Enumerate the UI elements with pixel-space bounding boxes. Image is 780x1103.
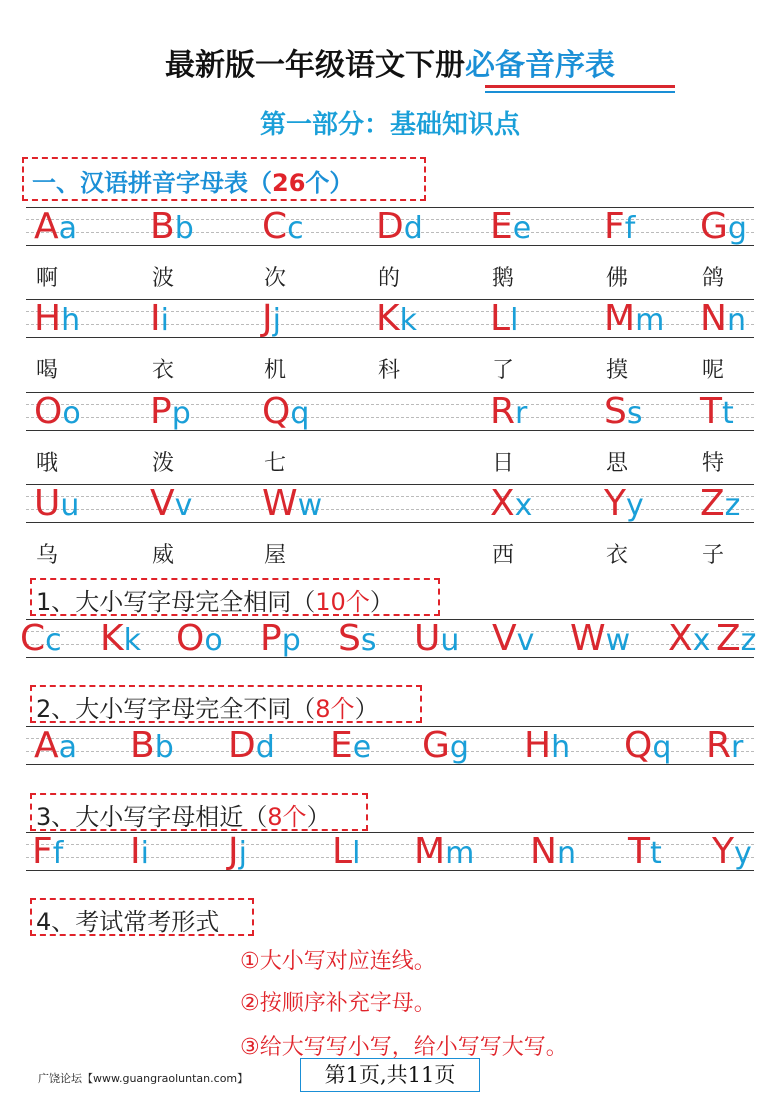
alphabet-letter — [490, 483, 533, 524]
lowercase-letter: h — [61, 303, 81, 338]
lowercase-letter: y — [626, 488, 644, 523]
uppercase-letter: H — [34, 298, 62, 339]
sound-character: 子 — [702, 543, 725, 568]
alphabet-letter — [490, 206, 532, 247]
uppercase-letter: V — [150, 483, 175, 524]
lowercase-letter: w — [297, 488, 323, 523]
group3-letter — [228, 831, 247, 872]
uppercase-letter: C — [20, 618, 46, 659]
group2-letter — [422, 725, 469, 766]
lowercase-letter: d — [255, 730, 275, 765]
lowercase-letter: f — [624, 211, 636, 246]
lowercase-letter: c — [45, 623, 62, 658]
alphabet-letter — [34, 206, 78, 247]
grid-line — [26, 509, 754, 510]
sound-character: 特 — [702, 451, 725, 476]
alphabet-letter — [604, 298, 665, 339]
uppercase-letter: U — [414, 618, 441, 659]
sound-character: 鹅 — [492, 266, 515, 291]
group1-letter — [338, 618, 377, 659]
sound-character: 乌 — [36, 543, 59, 568]
group3-letter — [414, 831, 475, 872]
group2-letter — [330, 725, 372, 766]
lowercase-letter: y — [734, 836, 752, 871]
lowercase-letter: g — [449, 730, 469, 765]
group1-letter — [176, 618, 223, 659]
lowercase-letter: x — [514, 488, 533, 523]
uppercase-letter: M — [414, 831, 446, 872]
group3-letter — [712, 831, 752, 872]
lowercase-letter: n — [726, 303, 746, 338]
uppercase-letter: N — [700, 298, 727, 339]
alphabet-letter — [604, 391, 643, 432]
sound-character: 科 — [378, 358, 401, 383]
lowercase-letter: b — [174, 211, 194, 246]
sound-character: 衣 — [152, 358, 175, 383]
alphabet-letter — [604, 483, 644, 524]
lowercase-letter: s — [360, 623, 377, 658]
lowercase-letter: z — [724, 488, 741, 523]
section1-heading: 一、汉语拼音字母表（26个） — [32, 169, 354, 197]
lowercase-letter: r — [515, 396, 528, 431]
uppercase-letter: V — [492, 618, 517, 659]
sound-character: 啊 — [36, 266, 59, 291]
lowercase-letter: r — [731, 730, 744, 765]
uppercase-letter: M — [604, 298, 636, 339]
group2-label-box — [30, 685, 422, 723]
lowercase-letter: d — [403, 211, 423, 246]
lowercase-letter: i — [140, 836, 149, 871]
exam-item-3: ③给大写写小写，给小写写大写。 — [240, 1035, 568, 1060]
lowercase-letter: t — [650, 836, 662, 871]
uppercase-letter: T — [700, 391, 722, 432]
uppercase-letter: I — [150, 298, 161, 339]
page-number: 第1页,共11页 — [300, 1058, 480, 1092]
alphabet-letter — [150, 206, 194, 247]
alphabet-letter — [150, 483, 193, 524]
group2-letter — [706, 725, 744, 766]
exam-item-2: ②按顺序补充字母。 — [240, 991, 436, 1016]
section1-heading-box — [22, 157, 426, 201]
uppercase-letter: G — [422, 725, 450, 766]
lowercase-letter: w — [605, 623, 631, 658]
lowercase-letter: o — [62, 396, 81, 431]
sound-character: 波 — [152, 266, 175, 291]
lowercase-letter: p — [171, 396, 191, 431]
group4-label: 4、考试常考形式 — [36, 908, 220, 936]
lowercase-letter: q — [290, 396, 310, 431]
lowercase-letter: e — [512, 211, 532, 246]
group1-letter — [414, 618, 460, 659]
uppercase-letter: R — [706, 725, 732, 766]
group3-letter — [32, 831, 64, 872]
alphabet-letter — [490, 391, 528, 432]
sound-character: 衣 — [606, 543, 629, 568]
lowercase-letter: f — [52, 836, 64, 871]
lowercase-letter: h — [551, 730, 571, 765]
uppercase-letter: L — [332, 831, 353, 872]
page-subtitle: 第一部分：基础知识点 — [259, 110, 520, 140]
group2-letter — [524, 725, 571, 766]
sound-character: 七 — [264, 451, 287, 476]
lowercase-letter: s — [626, 396, 643, 431]
lowercase-letter: k — [123, 623, 141, 658]
group2-letter — [130, 725, 174, 766]
sound-character: 呢 — [702, 358, 725, 383]
group2-label: 2、大小写字母完全不同（8个） — [36, 695, 379, 723]
alphabet-letter — [262, 483, 323, 524]
uppercase-letter: E — [330, 725, 353, 766]
alphabet-letter — [700, 483, 741, 524]
uppercase-letter: Y — [604, 483, 626, 524]
grid-line — [26, 417, 754, 418]
lowercase-letter: b — [154, 730, 174, 765]
title-underline-red — [485, 85, 675, 88]
lowercase-letter: u — [60, 488, 80, 523]
sound-character: 西 — [492, 543, 515, 568]
sound-character: 屋 — [264, 543, 287, 568]
lowercase-letter: g — [727, 211, 747, 246]
uppercase-letter: Z — [700, 483, 725, 524]
group3-label-box — [30, 793, 368, 831]
sound-character: 了 — [492, 358, 515, 383]
lowercase-letter: j — [272, 303, 281, 338]
lowercase-letter: a — [58, 211, 78, 246]
uppercase-letter: U — [34, 483, 61, 524]
group1-letter — [570, 618, 631, 659]
sound-character: 日 — [492, 451, 515, 476]
uppercase-letter: Z — [716, 618, 741, 659]
grid-line — [26, 496, 754, 497]
grid-line — [26, 522, 754, 523]
alphabet-letter — [150, 298, 169, 339]
lowercase-letter: m — [635, 303, 665, 338]
page-title — [0, 40, 780, 84]
sound-character: 的 — [378, 266, 401, 291]
uppercase-letter: G — [700, 206, 728, 247]
uppercase-letter: X — [668, 618, 693, 659]
uppercase-letter: P — [260, 618, 282, 659]
sound-character: 佛 — [606, 266, 629, 291]
uppercase-letter: S — [604, 391, 627, 432]
alphabet-letter — [262, 206, 304, 247]
alphabet-letter — [34, 483, 80, 524]
alphabet-letter — [150, 391, 191, 432]
group1-letter — [100, 618, 141, 659]
group1-letter — [492, 618, 535, 659]
lowercase-letter: e — [352, 730, 372, 765]
sound-character: 鸽 — [702, 266, 725, 291]
uppercase-letter: D — [376, 206, 404, 247]
uppercase-letter: N — [530, 831, 557, 872]
lowercase-letter: a — [58, 730, 78, 765]
grid-line — [26, 430, 754, 431]
group1-letter — [668, 618, 711, 659]
uppercase-letter: T — [628, 831, 650, 872]
sound-character: 泼 — [152, 451, 175, 476]
uppercase-letter: B — [130, 725, 155, 766]
alphabet-letter — [700, 298, 746, 339]
group3-letter — [628, 831, 662, 872]
lowercase-letter: o — [204, 623, 223, 658]
sound-character: 喝 — [36, 358, 59, 383]
alphabet-letter — [262, 391, 310, 432]
uppercase-letter: P — [150, 391, 172, 432]
uppercase-letter: L — [490, 298, 511, 339]
group2-letter — [228, 725, 275, 766]
uppercase-letter: W — [570, 618, 606, 659]
uppercase-letter: R — [490, 391, 516, 432]
grid-line — [26, 404, 754, 405]
alphabet-letter — [262, 298, 281, 339]
lowercase-letter: v — [174, 488, 193, 523]
group4-label-box — [30, 898, 254, 936]
grid-line — [26, 619, 754, 620]
group1-label: 1、大小写字母完全相同（10个） — [36, 588, 394, 616]
lowercase-letter: q — [652, 730, 672, 765]
title-highlight: 必备音序表 — [465, 48, 615, 83]
uppercase-letter: W — [262, 483, 298, 524]
lowercase-letter: u — [440, 623, 460, 658]
uppercase-letter: F — [604, 206, 625, 247]
uppercase-letter: O — [34, 391, 63, 432]
lowercase-letter: j — [238, 836, 247, 871]
sound-character: 哦 — [36, 451, 59, 476]
group3-letter — [130, 831, 149, 872]
uppercase-letter: A — [34, 725, 59, 766]
uppercase-letter: J — [262, 298, 273, 339]
alphabet-letter — [604, 206, 636, 247]
uppercase-letter: H — [524, 725, 552, 766]
exam-item-1: ①大小写对应连线。 — [240, 949, 436, 974]
uppercase-letter: J — [228, 831, 239, 872]
grid-line — [26, 392, 754, 393]
lowercase-letter: l — [510, 303, 519, 338]
alphabet-letter — [376, 206, 423, 247]
group3-label: 3、大小写字母相近（8个） — [36, 803, 331, 831]
group1-letter — [716, 618, 757, 659]
uppercase-letter: X — [490, 483, 515, 524]
sound-character: 威 — [152, 543, 175, 568]
alphabet-letter — [700, 391, 734, 432]
alphabet-letter — [34, 391, 81, 432]
group2-letter — [624, 725, 672, 766]
lowercase-letter: v — [516, 623, 535, 658]
site-credit: 广饶论坛【www.guangraoluntan.com】 — [38, 1072, 249, 1085]
group3-letter — [332, 831, 361, 872]
lowercase-letter: x — [692, 623, 711, 658]
sound-character: 思 — [606, 451, 629, 476]
alphabet-letter — [490, 298, 519, 339]
alphabet-letter — [34, 298, 81, 339]
lowercase-letter: p — [281, 623, 301, 658]
lowercase-letter: z — [740, 623, 757, 658]
lowercase-letter: t — [722, 396, 734, 431]
lowercase-letter: m — [445, 836, 475, 871]
lowercase-letter: k — [399, 303, 417, 338]
lowercase-letter: n — [556, 836, 576, 871]
alphabet-letter — [376, 298, 417, 339]
alphabet-grid-row — [26, 392, 754, 430]
lowercase-letter: l — [352, 836, 361, 871]
group1-letter — [20, 618, 62, 659]
uppercase-letter: D — [228, 725, 256, 766]
uppercase-letter: B — [150, 206, 175, 247]
uppercase-letter: K — [376, 298, 400, 339]
lowercase-letter: c — [287, 211, 304, 246]
sound-character: 摸 — [606, 358, 629, 383]
uppercase-letter: Y — [712, 831, 734, 872]
sound-character: 次 — [264, 266, 287, 291]
alphabet-grid-row — [26, 484, 754, 522]
alphabet-letter — [700, 206, 747, 247]
sound-character: 机 — [264, 358, 287, 383]
uppercase-letter: Q — [262, 391, 291, 432]
group1-label-box — [30, 578, 440, 616]
grid-line — [26, 484, 754, 485]
uppercase-letter: A — [34, 206, 59, 247]
uppercase-letter: I — [130, 831, 141, 872]
uppercase-letter: K — [100, 618, 124, 659]
group1-letter — [260, 618, 301, 659]
uppercase-letter: C — [262, 206, 288, 247]
uppercase-letter: Q — [624, 725, 653, 766]
group2-letter — [34, 725, 78, 766]
uppercase-letter: S — [338, 618, 361, 659]
lowercase-letter: i — [160, 303, 169, 338]
uppercase-letter: O — [176, 618, 205, 659]
group3-letter — [530, 831, 576, 872]
title-main: 最新版一年级语文下册 — [165, 48, 465, 83]
title-underline-blue — [485, 91, 675, 93]
uppercase-letter: F — [32, 831, 53, 872]
uppercase-letter: E — [490, 206, 513, 247]
